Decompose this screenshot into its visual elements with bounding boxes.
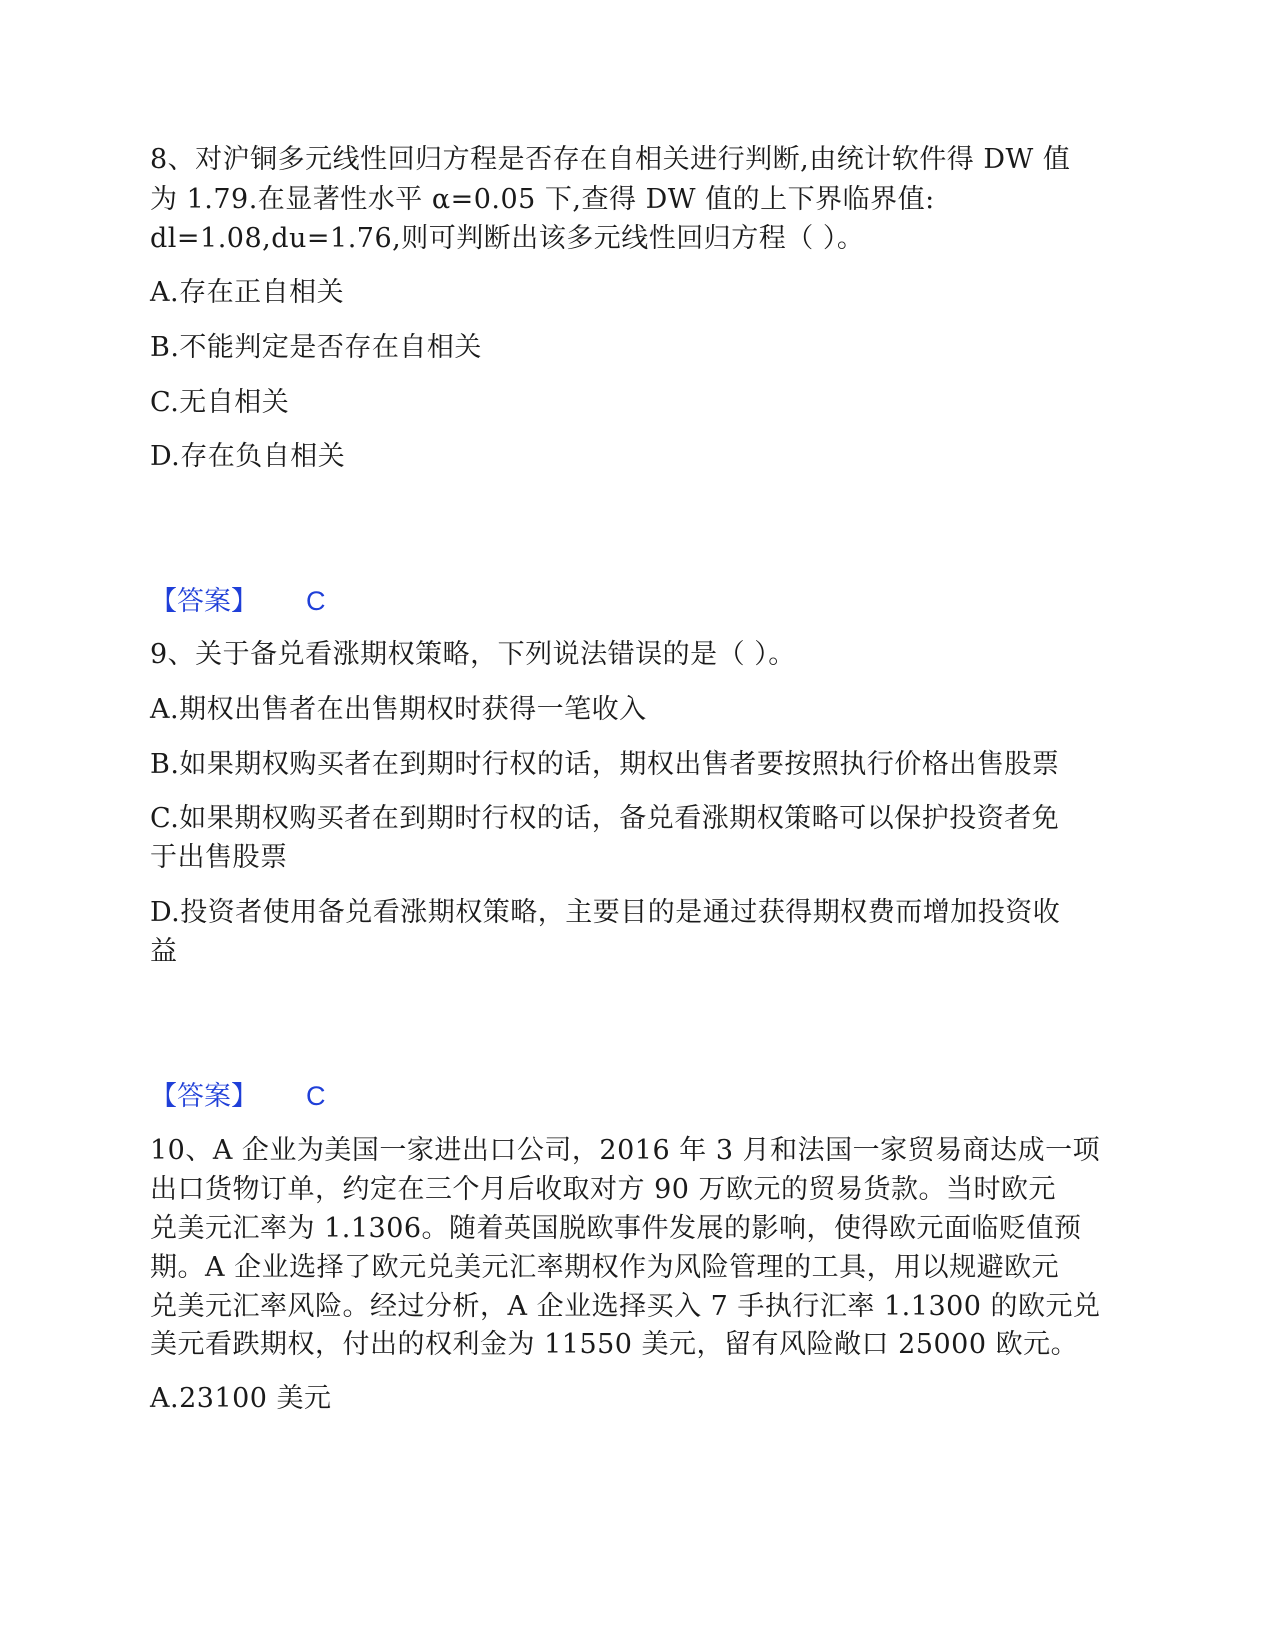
question-9-option-d-line-2: 益 [150, 936, 178, 967]
answer-value: C [306, 586, 326, 616]
answer-label: 【答案】 [150, 1081, 258, 1112]
question-9-option-a: A.期权出售者在出售期权时获得一笔收入 [150, 694, 647, 725]
question-10-line-3: 兑美元汇率为 1.1306。随着英国脱欧事件发展的影响，使得欧元面临贬值预 [150, 1213, 1082, 1244]
question-10-line-4: 期。A 企业选择了欧元兑美元汇率期权作为风险管理的工具，用以规避欧元 [150, 1252, 1060, 1283]
question-8-line-1: 8、对沪铜多元线性回归方程是否存在自相关进行判断,由统计软件得 DW 值 [150, 144, 1071, 175]
question-9-option-c-line-2: 于出售股票 [150, 842, 288, 873]
question-8-option-a: A.存在正自相关 [150, 277, 345, 308]
answer-label: 【答案】 [150, 586, 258, 617]
question-8-option-d: D.存在负自相关 [150, 441, 346, 472]
question-10-line-5: 兑美元汇率风险。经过分析，A 企业选择买入 7 手执行汇率 1.1300 的欧元兑 [150, 1291, 1101, 1322]
question-8-line-2: 为 1.79.在显著性水平 α=0.05 下,查得 DW 值的上下界临界值: [150, 184, 935, 215]
question-9-option-d-line-1: D.投资者使用备兑看涨期权策略，主要目的是通过获得期权费而增加投资收 [150, 897, 1061, 928]
question-8-answer [150, 581, 326, 622]
question-9-option-b: B.如果期权购买者在到期时行权的话，期权出售者要按照执行价格出售股票 [150, 749, 1060, 780]
question-10-option-a: A.23100 美元 [150, 1383, 332, 1414]
answer-value: C [306, 1081, 326, 1111]
question-8-option-b: B.不能判定是否存在自相关 [150, 332, 482, 363]
question-10-line-2: 出口货物订单，约定在三个月后收取对方 90 万欧元的贸易货款。当时欧元 [150, 1174, 1057, 1205]
question-8-option-c: C.无自相关 [150, 387, 290, 418]
question-9-option-c-line-1: C.如果期权购买者在到期时行权的话，备兑看涨期权策略可以保护投资者免 [150, 803, 1060, 834]
question-9-answer [150, 1076, 326, 1117]
question-9-line-1: 9、关于备兑看涨期权策略，下列说法错误的是（ ）。 [150, 639, 796, 670]
question-10-line-6: 美元看跌期权，付出的权利金为 11550 美元，留有风险敞口 25000 欧元。 [150, 1329, 1079, 1360]
question-8-line-3: dl=1.08,du=1.76,则可判断出该多元线性回归方程（ ）。 [150, 223, 865, 254]
question-10-line-1: 10、A 企业为美国一家进出口公司，2016 年 3 月和法国一家贸易商达成一项 [150, 1135, 1101, 1166]
